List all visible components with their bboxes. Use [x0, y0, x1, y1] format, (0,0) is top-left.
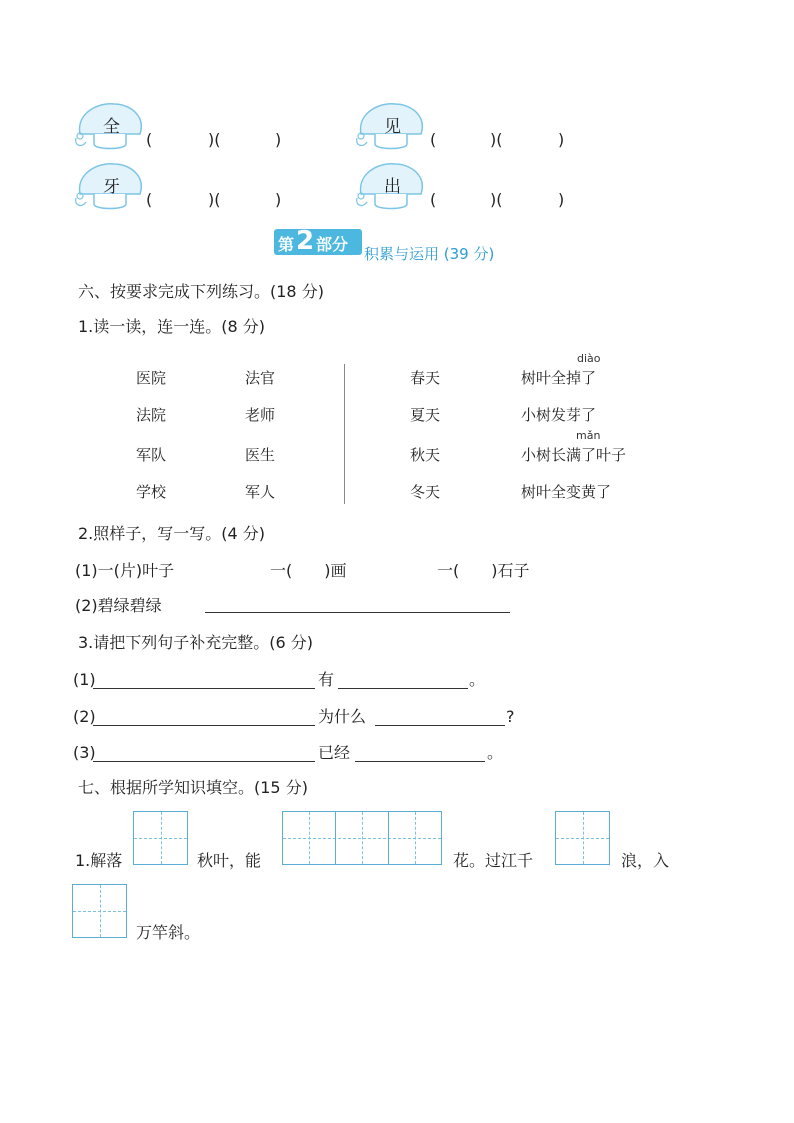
sentence-punct: ? [506, 707, 515, 726]
banner-suffix: 部分 [316, 235, 349, 254]
section-heading: 六、按要求完成下列练习。(18 分) [78, 282, 324, 301]
paren: ( [430, 130, 437, 149]
fill-text: 一( )画 [270, 561, 347, 580]
paren: ) [558, 190, 565, 209]
poem-text: 1.解落 [75, 851, 123, 870]
match-item: 小树长满了叶子 [521, 446, 627, 464]
banner-title: 积累与运用 (39 分) [364, 245, 495, 263]
match-item: 树叶全掉了 [521, 369, 597, 387]
writing-grid[interactable] [133, 811, 188, 865]
paren: ) [558, 130, 565, 149]
poem-text: 秋叶，能 [197, 851, 262, 870]
match-item: 夏天 [410, 406, 441, 424]
paren: ) [275, 130, 282, 149]
match-item: 医生 [245, 446, 276, 464]
match-item: 军队 [136, 446, 167, 464]
match-item: 老师 [245, 406, 276, 424]
paren: )( [208, 130, 221, 149]
mushroom-char: 牙 [103, 177, 120, 197]
writing-grid[interactable] [555, 811, 610, 865]
paren: ( [146, 130, 153, 149]
answer-line[interactable] [205, 612, 510, 613]
paren: )( [208, 190, 221, 209]
mushroom-char: 全 [103, 117, 120, 137]
poem-text: 花。过江千 [453, 851, 534, 870]
pinyin: mǎn [576, 429, 601, 442]
question-heading: 2.照样子，写一写。(4 分) [78, 524, 266, 543]
sentence-num: (3) [73, 743, 96, 762]
sentence-num: (1) [73, 670, 96, 689]
question-heading: 3.请把下列句子补充完整。(6 分) [78, 633, 314, 652]
writing-grid[interactable] [72, 884, 127, 938]
example-text: (2)碧绿碧绿 [75, 596, 162, 615]
answer-line[interactable] [355, 761, 485, 762]
paren: ) [275, 190, 282, 209]
match-item: 军人 [245, 483, 276, 501]
banner-prefix: 第 [278, 235, 295, 254]
match-item: 法院 [136, 406, 167, 424]
sentence-word: 有 [318, 670, 335, 689]
question-heading: 1.读一读，连一连。(8 分) [78, 317, 266, 336]
divider [344, 364, 345, 504]
example-text: (1)一(片)叶子 [75, 561, 175, 580]
sentence-punct: 。 [469, 670, 486, 689]
paren: ( [146, 190, 153, 209]
pinyin: diào [577, 352, 601, 365]
sentence-word: 已经 [318, 743, 351, 762]
mushroom-char: 见 [384, 117, 401, 137]
poem-text: 万竿斜。 [136, 923, 201, 942]
match-item: 法官 [245, 369, 276, 387]
match-item: 冬天 [410, 483, 441, 501]
answer-line[interactable] [93, 725, 315, 726]
match-item: 秋天 [410, 446, 441, 464]
match-item: 医院 [136, 369, 167, 387]
match-item: 学校 [136, 483, 167, 501]
section-heading: 七、根据所学知识填空。(15 分) [78, 778, 308, 797]
poem-text: 浪，入 [621, 851, 670, 870]
paren: ( [430, 190, 437, 209]
paren: )( [490, 190, 503, 209]
match-item: 树叶全变黄了 [521, 483, 612, 501]
fill-text: 一( )石子 [437, 561, 530, 580]
paren: )( [490, 130, 503, 149]
answer-line[interactable] [375, 725, 505, 726]
mushroom-char: 出 [384, 177, 401, 197]
match-item: 春天 [410, 369, 441, 387]
answer-line[interactable] [93, 688, 315, 689]
writing-grid[interactable] [282, 811, 442, 865]
answer-line[interactable] [93, 761, 315, 762]
sentence-num: (2) [73, 707, 96, 726]
banner-num: 2 [296, 226, 315, 256]
sentence-word: 为什么 [318, 707, 367, 726]
match-item: 小树发芽了 [521, 406, 597, 424]
part-banner [274, 226, 362, 256]
sentence-punct: 。 [487, 743, 504, 762]
answer-line[interactable] [338, 688, 468, 689]
